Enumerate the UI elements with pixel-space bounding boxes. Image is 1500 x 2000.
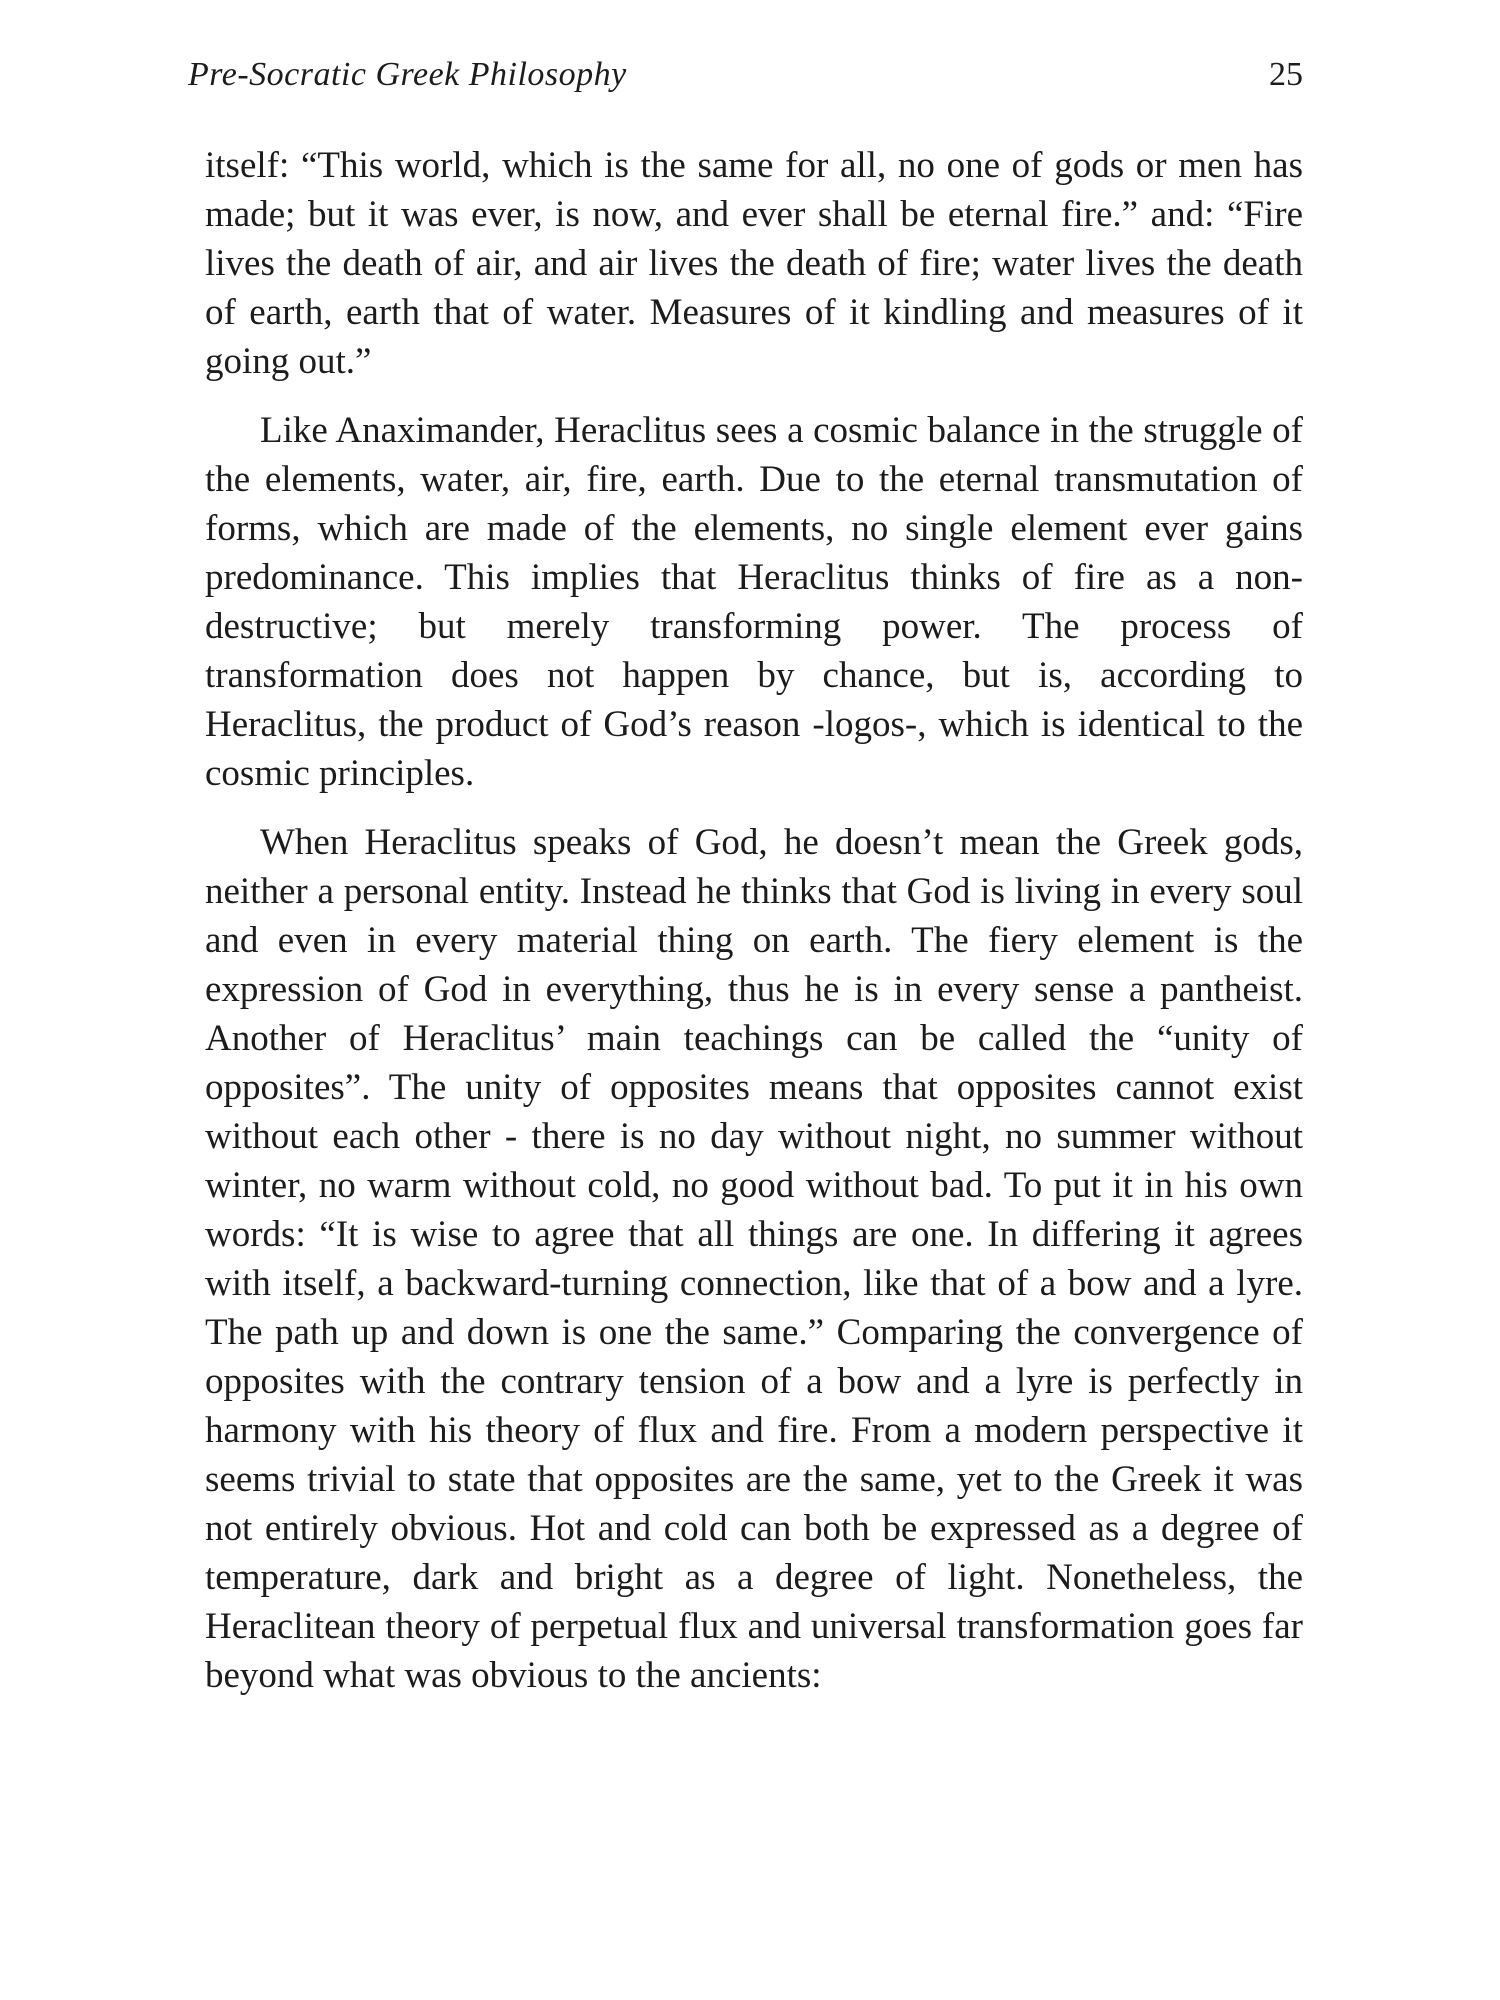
paragraph-cosmic-balance: Like Anaximander, Heraclitus sees a cosmic balance in the struggle of the elements, water, air, fire, earth. Due to the eternal transmutation of forms, which are made of the elements, no single element ever gains predominance. This implies that Heraclitus thinks of fire as a non-destructive; but merely transforming power. The process of transformation does not happen by chance, but is, according to Heraclitus, the product of God’s reason -logos-, which is identical to the cosmic principles. [205, 410, 1303, 794]
paragraph-unity-of-opposites: When Heraclitus speaks of God, he doesn’t mean the Greek gods, neither a personal entity. Instead he thinks that God is living in every soul and even in every material thing on earth. The fiery element is the expression of God in everything, thus he is in every sense a pantheist. Another of Heraclitus’ main teachings can be called the “unity of opposites”. The unity of opposites means that opposites cannot exist without each other - there is no day without night, no summer without winter, no warm without cold, no good without bad. To put it in his own words: “It is wise to agree that all things are one. In differing it agrees with itself, a backward-turning connection, like that of a bow and a lyre. The path up and down is one the same.” Comparing the convergence of opposites with the contrary tension of a bow and a lyre is perfectly in harmony with his theory of flux and fire. From a modern perspective it seems trivial to state that opposites are the same, yet to the Greek it was not entirely obvious. Hot and cold can both be expressed as a degree of temperature, dark and bright as a degree of light. Nonetheless, the Heraclitean theory of perpetual flux and universal transformation goes far beyond what was obvious to the ancients: [205, 822, 1303, 1696]
paragraph-continued-quote: itself: “This world, which is the same for all, no one of gods or men has made; but it was ever, is now, and ever shall be eternal fire.” and: “Fire lives the death of air, and air lives the death of fire; water lives the death of earth, earth that of water. Measures of it kindling and measures of it going out.” [205, 145, 1303, 382]
body-text [205, 141, 1303, 1700]
running-head [188, 50, 1303, 100]
running-title: Pre-Socratic Greek Philosophy [188, 56, 627, 93]
page-number: 25 [1269, 56, 1303, 93]
